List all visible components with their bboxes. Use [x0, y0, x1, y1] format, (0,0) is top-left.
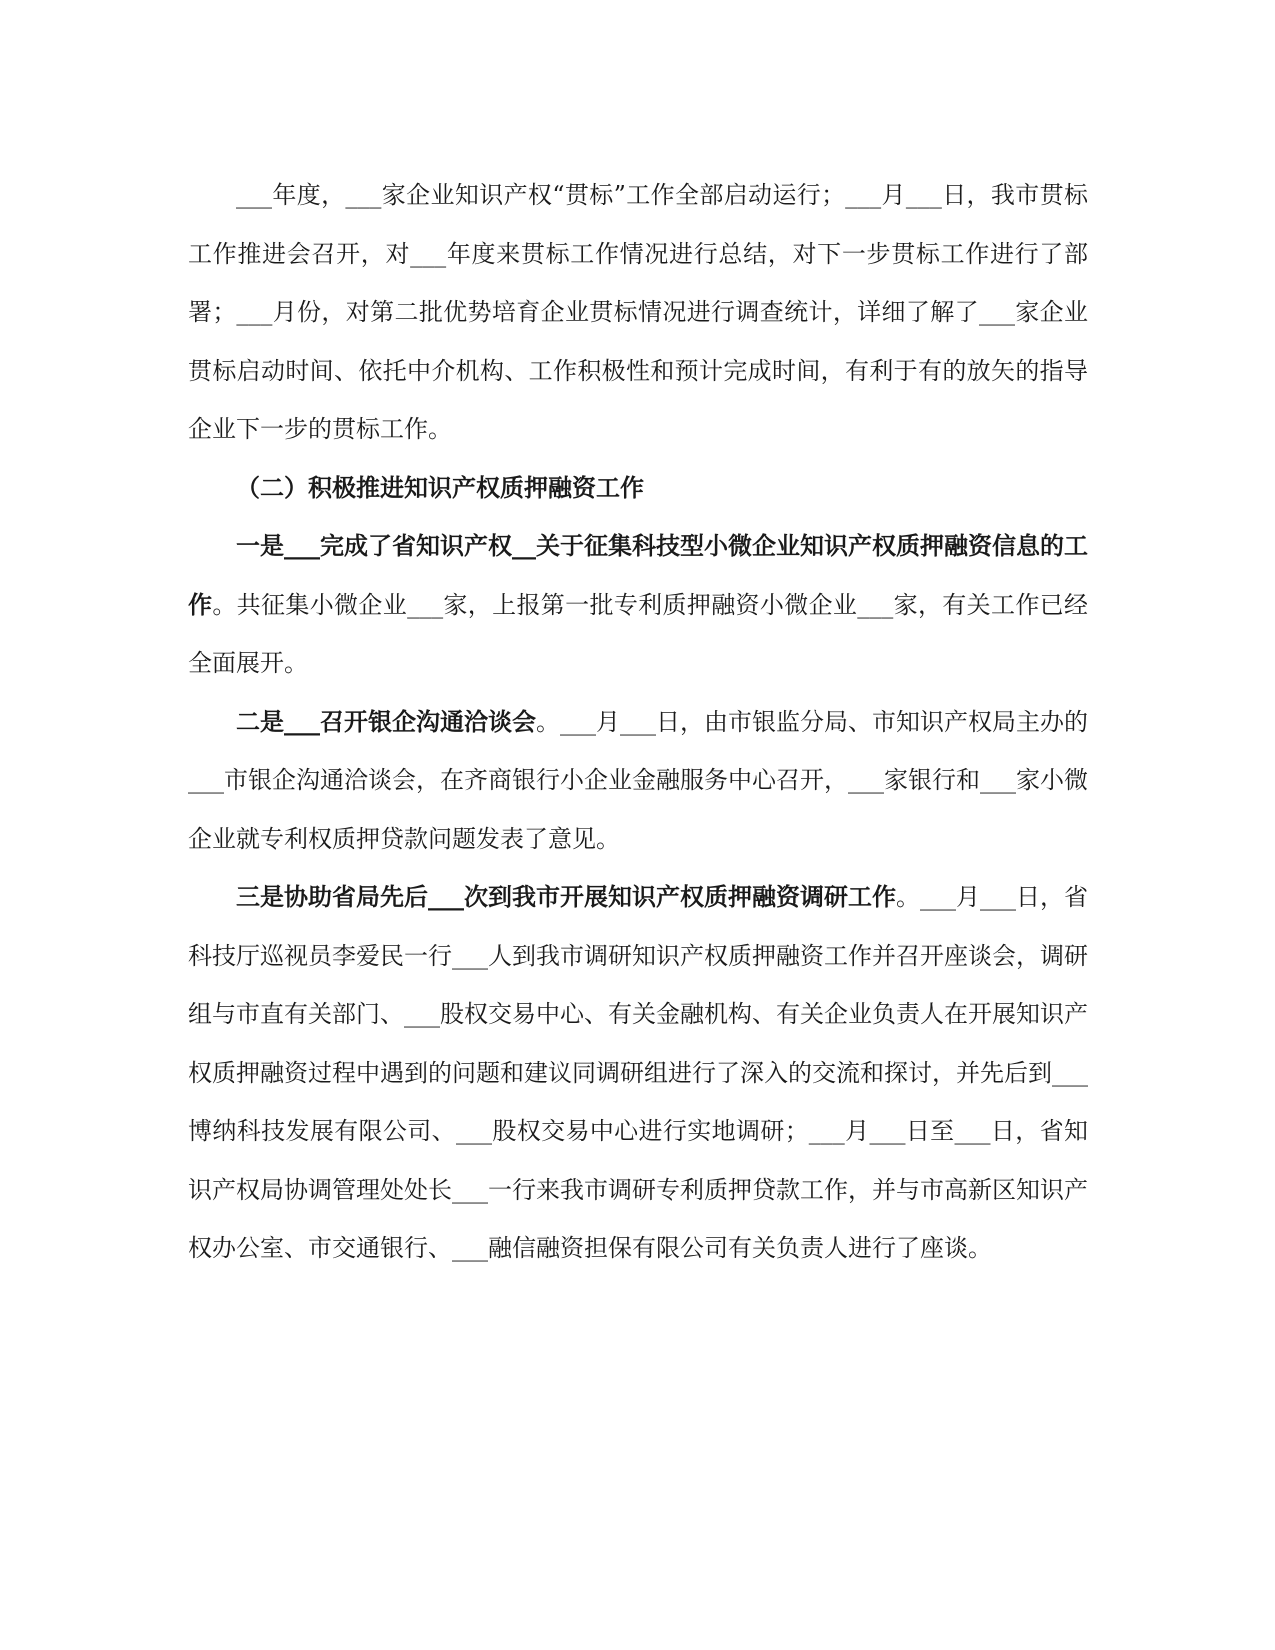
- document-body: [188, 166, 1088, 1278]
- paragraph-second-item-text: 。___月___日，由市银监分局、市知识产权局主办的___市银企沟通洽谈会，在齐商银行小企业金融服务中心召开，___家银行和___家小微企业就专利权质押贷款问题发表了意见。: [188, 707, 1088, 853]
- section-heading-ip-pledge-financing: （二）积极推进知识产权质押融资工作: [236, 472, 644, 502]
- paragraph-standards-work: ___年度，___家企业知识产权“贯标”工作全部启动运行；___月___日，我市贯标工作推进会召开，对___年度来贯标工作情况进行总结，对下一步贯标工作进行了部署；___月份，对第二批优势培育企业贯标情况进行调查统计，详细了解了___家企业贯标启动时间、依托中介机构、工作积极性和预计完成时间，有利于有的放矢的指导企业下一步的贯标工作。: [188, 181, 1088, 443]
- paragraph-second-item: [188, 693, 1088, 869]
- paragraph-third-item: [188, 868, 1088, 1278]
- paragraph-second-item-lead: 二是___召开银企沟通洽谈会: [236, 706, 536, 736]
- paragraph-first-item-text: 。共征集小微企业___家，上报第一批专利质押融资小微企业___家，有关工作已经全面展开。: [188, 590, 1088, 677]
- paragraph-third-item-lead: 三是协助省局先后___次到我市开展知识产权质押融资调研工作: [236, 882, 896, 911]
- paragraph-third-item-text: 。___月___日，省科技厅巡视员李爱民一行___人到我市调研知识产权质押融资工作并召开座谈会，调研组与市直有关部门、___股权交易中心、有关金融机构、有关企业负责人在开展知识产权质押融资过程中遇到的问题和建议同调研组进行了深入的交流和探讨，并先后到___博纳科技发展有限公司、___股权交易中心进行实地调研；___月___日至___日，省知识产权局协调管理处处长___一行来我市调研专利质押贷款工作，并与市高新区知识产权办公室、市交通银行、___融信融资担保有限公司有关负责人进行了座谈。: [188, 883, 1088, 1262]
- paragraph-first-item-lead: 一是___完成了省知识产权__关于征集科技型小微企业知识产权质押融资信息的工作: [188, 531, 1088, 619]
- paragraph-first-item: [188, 517, 1088, 693]
